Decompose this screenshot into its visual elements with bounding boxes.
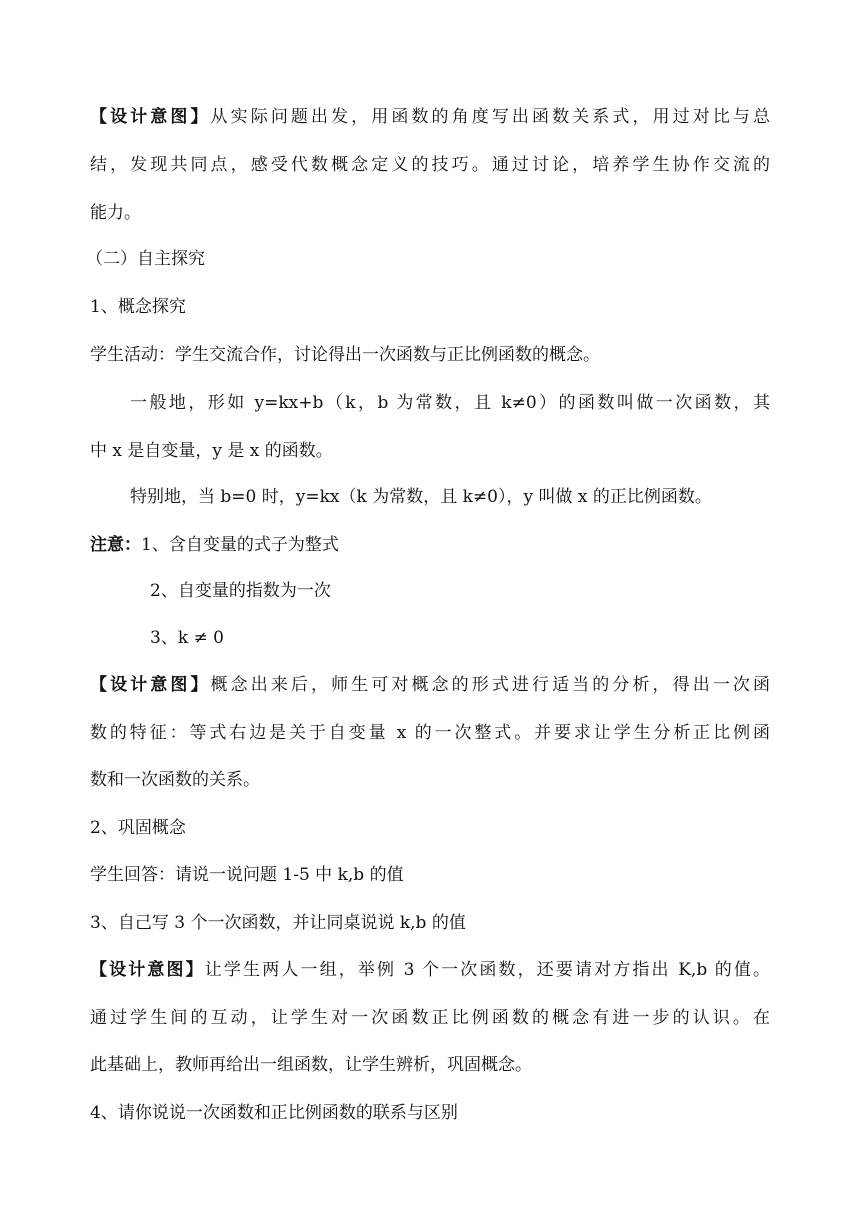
design-intent-paragraph-2-line-2: 数的特征：等式右边是关于自变量 x 的一次整式。并要求让学生分析正比例函	[90, 723, 770, 743]
item-write-functions: 3、自己写 3 个一次函数，并让同桌说说 k,b 的值	[90, 913, 466, 933]
design-intent-paragraph-3-line-1	[90, 959, 770, 981]
paragraph-text: 从实际问题出发，用函数的角度写出函数关系式，用过对比与总	[210, 107, 771, 127]
paragraph-text: 让学生两人一组，举例 3 个一次函数，还要请对方指出 K,b 的值。	[204, 960, 771, 980]
note-item-3: 3、k ≠ 0	[150, 628, 224, 648]
paragraph-text: 概念出来后，师生可对概念的形式进行适当的分析，得出一次函	[210, 675, 771, 695]
linear-function-definition-line-1: 一般地，形如 y=kx+b（k，b 为常数，且 k≠0）的函数叫做一次函数，其	[130, 393, 770, 413]
linear-function-definition-line-2: 中 x 是自变量，y 是 x 的函数。	[90, 441, 333, 461]
design-intent-paragraph-1-line-3: 能力。	[90, 203, 141, 223]
design-intent-paragraph-1-line-2: 结，发现共同点，感受代数概念定义的技巧。通过讨论，培养学生协作交流的	[90, 155, 770, 175]
design-intent-tag: 【设计意图】	[90, 960, 205, 980]
note-line-1	[90, 534, 339, 556]
item-connection-and-difference: 4、请你说说一次函数和正比例函数的联系与区别	[90, 1103, 458, 1123]
section-heading-autonomous-inquiry: （二）自主探究	[86, 249, 205, 269]
item-consolidate-concept: 2、巩固概念	[90, 818, 186, 838]
note-item-1: 1、含自变量的式子为整式	[141, 535, 339, 555]
design-intent-paragraph-3-line-3: 此基础上，教师再给出一组函数，让学生辨析，巩固概念。	[90, 1055, 532, 1075]
note-label: 注意：	[90, 535, 141, 555]
design-intent-tag: 【设计意图】	[90, 107, 211, 127]
item-concept-inquiry: 1、概念探究	[90, 297, 186, 317]
student-answer-text: 学生回答：请说一说问题 1-5 中 k,b 的值	[90, 865, 404, 885]
note-item-2: 2、自变量的指数为一次	[150, 581, 331, 601]
design-intent-paragraph-1-line-1	[90, 106, 770, 128]
design-intent-paragraph-2-line-3: 数和一次函数的关系。	[90, 770, 260, 790]
student-activity-text: 学生活动：学生交流合作，讨论得出一次函数与正比例函数的概念。	[90, 345, 600, 365]
design-intent-tag: 【设计意图】	[90, 675, 211, 695]
design-intent-paragraph-2-line-1	[90, 674, 770, 696]
design-intent-paragraph-3-line-2: 通过学生间的互动，让学生对一次函数正比例函数的概念有进一步的认识。在	[90, 1008, 770, 1028]
proportional-function-definition: 特别地，当 b=0 时，y=kx（k 为常数，且 k≠0），y 叫做 x 的正比例函数。	[130, 487, 712, 507]
